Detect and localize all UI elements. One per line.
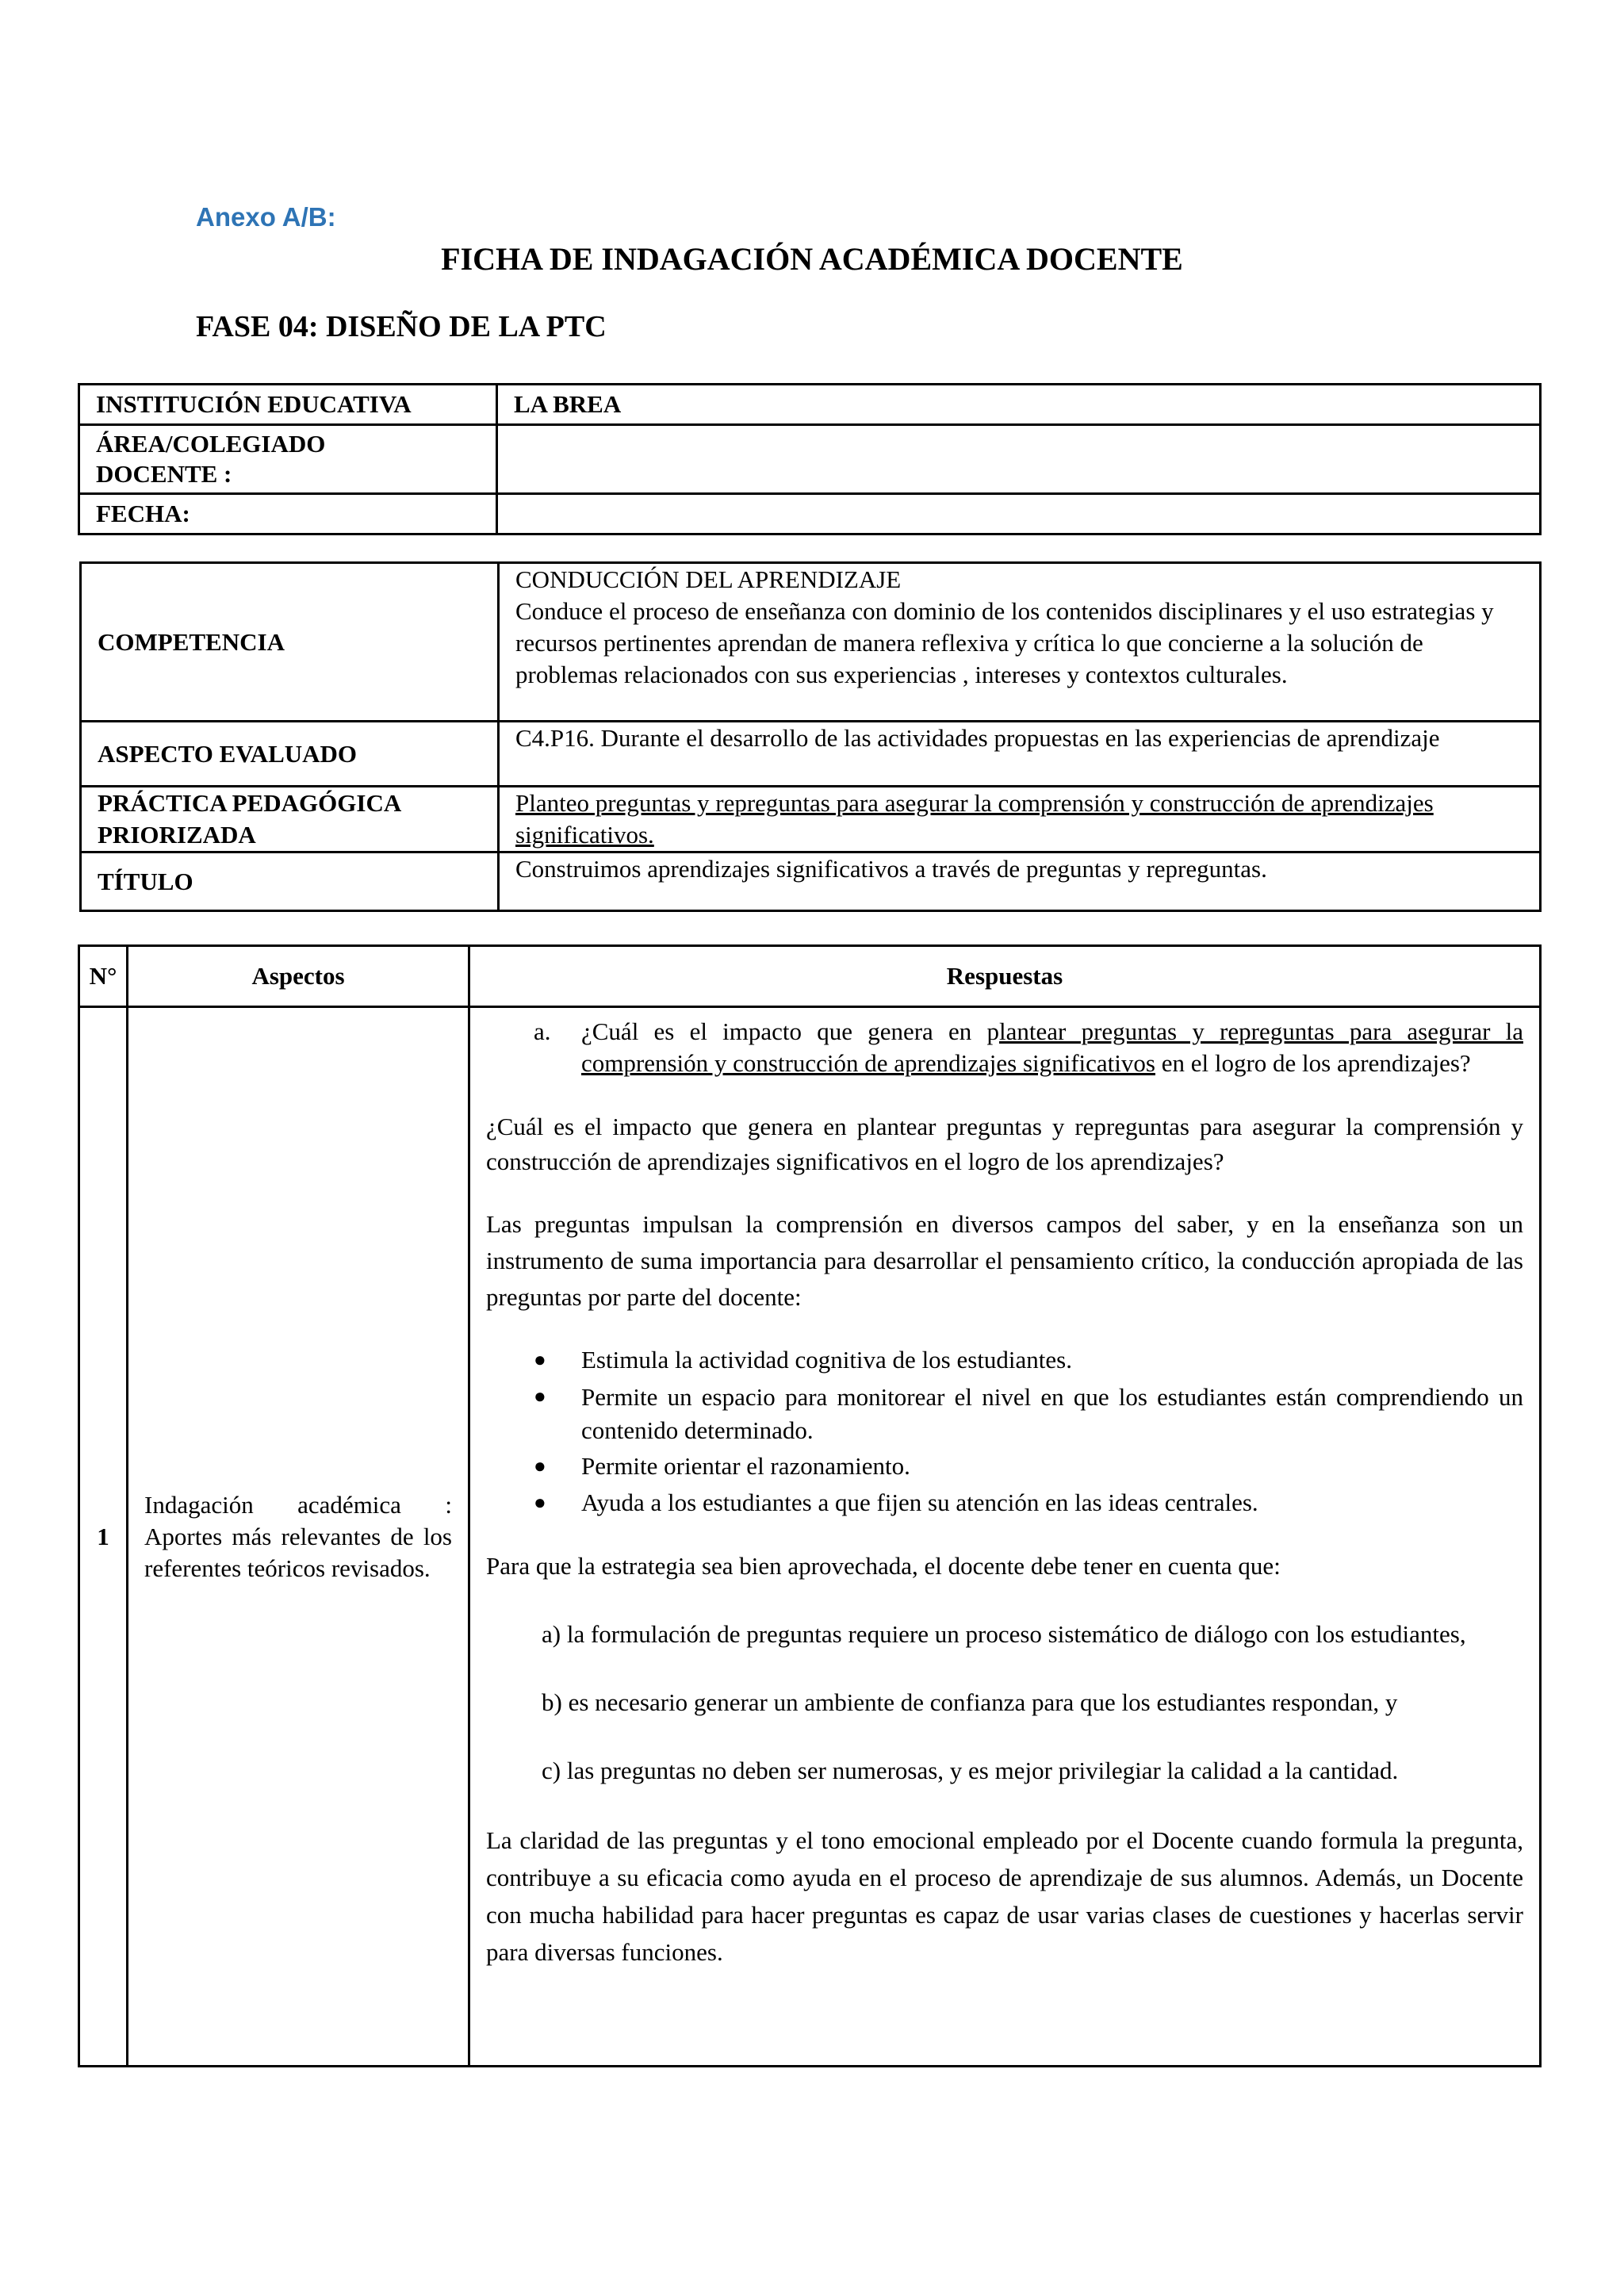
question-text xyxy=(581,1016,1523,1079)
bullet-icon: ● xyxy=(534,1454,546,1477)
header-number: N° xyxy=(79,946,128,1007)
bullet-list xyxy=(486,1344,1523,1519)
response-cell xyxy=(469,1007,1541,2067)
aspect-text: Indagación académica : Aportes más relevantes de los referentes teóricos revisados. xyxy=(128,1007,469,2067)
practica-value: Planteo preguntas y repreguntas para asegurar la comprensión y construcción de aprendizajes significativos. xyxy=(499,787,1541,852)
bullet-text: Permite un espacio para monitorear el nivel en que los estudiantes están comprendiendo un contenido determinado. xyxy=(581,1383,1523,1444)
header-responses: Respuestas xyxy=(469,946,1541,1007)
row-number: 1 xyxy=(79,1007,128,2067)
bullet-text: Estimula la actividad cognitiva de los estudiantes. xyxy=(581,1346,1072,1374)
point-c: c) las preguntas no deben ser numerosas, y es mejor privilegiar la calidad a la cantidad. xyxy=(542,1757,1399,1784)
header-aspects: Aspectos xyxy=(128,946,469,1007)
info-value-area xyxy=(497,425,1541,494)
aspecto-value: C4.P16. Durante el desarrollo de las actividades propuestas en las experiencias de aprendizaje xyxy=(499,722,1541,787)
point-b: b) es necesario generar un ambiente de confianza para que los estudiantes respondan, y xyxy=(542,1688,1398,1716)
phase-heading: FASE 04: DISEÑO DE LA PTC xyxy=(196,310,607,343)
question-a xyxy=(486,1016,1523,1079)
competencia-label: COMPETENCIA xyxy=(81,563,499,722)
practica-label: PRÁCTICA PEDAGÓGICA PRIORIZADA xyxy=(81,787,499,852)
paragraph-strategy: Para que la estrategia sea bien aprovechada, el docente debe tener en cuenta que: xyxy=(486,1552,1281,1580)
info-label-date: FECHA: xyxy=(79,494,497,534)
info-value-date xyxy=(497,494,1541,534)
competency-table xyxy=(79,561,1542,912)
info-label-area xyxy=(79,425,497,494)
bullet-item xyxy=(486,1450,1523,1482)
point-a: a) la formulación de preguntas requiere un proceso sistemático de diálogo con los estudiantes, xyxy=(542,1620,1466,1648)
bullet-icon: ● xyxy=(534,1491,546,1514)
competencia-value xyxy=(499,563,1541,722)
info-label-area-line1: ÁREA/COLEGIADO xyxy=(96,430,326,458)
titulo-value: Construimos aprendizajes significativos a través de preguntas y repreguntas. xyxy=(499,852,1541,911)
question-letter: a. xyxy=(534,1017,551,1045)
bullet-text: Ayuda a los estudiantes a que fijen su atención en las ideas centrales. xyxy=(581,1488,1258,1516)
bullet-icon: ● xyxy=(534,1385,546,1408)
info-value-institution: LA BREA xyxy=(497,385,1541,425)
paragraph-conclusion: La claridad de las preguntas y el tono emocional empleado por el Docente cuando formula la pregunta, contribuye a su eficacia como ayuda en el proceso de aprendizaje de sus alumnos. Además, un Docente con mucha habilidad para hacer preguntas es capaz de usar varias clases de cuestiones y hacerlas servir para diversas funciones. xyxy=(486,1826,1523,1966)
bullet-text: Permite orientar el razonamiento. xyxy=(581,1452,910,1480)
competencia-title: CONDUCCIÓN DEL APRENDIZAJE xyxy=(515,565,902,593)
bullet-item xyxy=(486,1487,1523,1519)
info-label-institution: INSTITUCIÓN EDUCATIVA xyxy=(79,385,497,425)
question-pre: ¿Cuál es el impacto que genera en p xyxy=(581,1017,1000,1045)
main-table xyxy=(78,944,1542,2067)
paragraph-question: ¿Cuál es el impacto que genera en plantear preguntas y repreguntas para asegurar la comprensión y construcción de aprendizajes significativos en el logro de los aprendizajes? xyxy=(486,1113,1523,1175)
question-post: en el logro de los aprendizajes? xyxy=(1155,1049,1471,1077)
paragraph-intro: Las preguntas impulsan la comprensión en diversos campos del saber, y en la enseñanza son un instrumento de suma importancia para desarrollar el pensamiento crítico, la conducción apropiada de las preguntas por parte del docente: xyxy=(486,1210,1523,1311)
annex-label: Anexo A/B: xyxy=(196,202,336,232)
bullet-item xyxy=(486,1381,1523,1447)
question-underlined: lantear preguntas y repreguntas para asegurar la comprensión y construcción de aprendizajes significativos xyxy=(581,1017,1523,1077)
page-title xyxy=(0,240,1624,278)
info-table xyxy=(78,383,1542,535)
competencia-text: Conduce el proceso de enseñanza con dominio de los contenidos disciplinares y el uso estrategias y recursos pertinentes aprendan de manera reflexiva y crítica lo que concierne a la solución de problemas relacionados con sus experiencias , intereses y contextos culturales. xyxy=(515,597,1494,688)
bullet-item xyxy=(486,1344,1523,1376)
page-title-text: FICHA DE INDAGACIÓN ACADÉMICA DOCENTE xyxy=(441,241,1183,277)
aspecto-label: ASPECTO EVALUADO xyxy=(81,722,499,787)
info-label-area-line2: DOCENTE : xyxy=(96,460,232,488)
titulo-label: TÍTULO xyxy=(81,852,499,911)
bullet-icon: ● xyxy=(534,1348,546,1371)
